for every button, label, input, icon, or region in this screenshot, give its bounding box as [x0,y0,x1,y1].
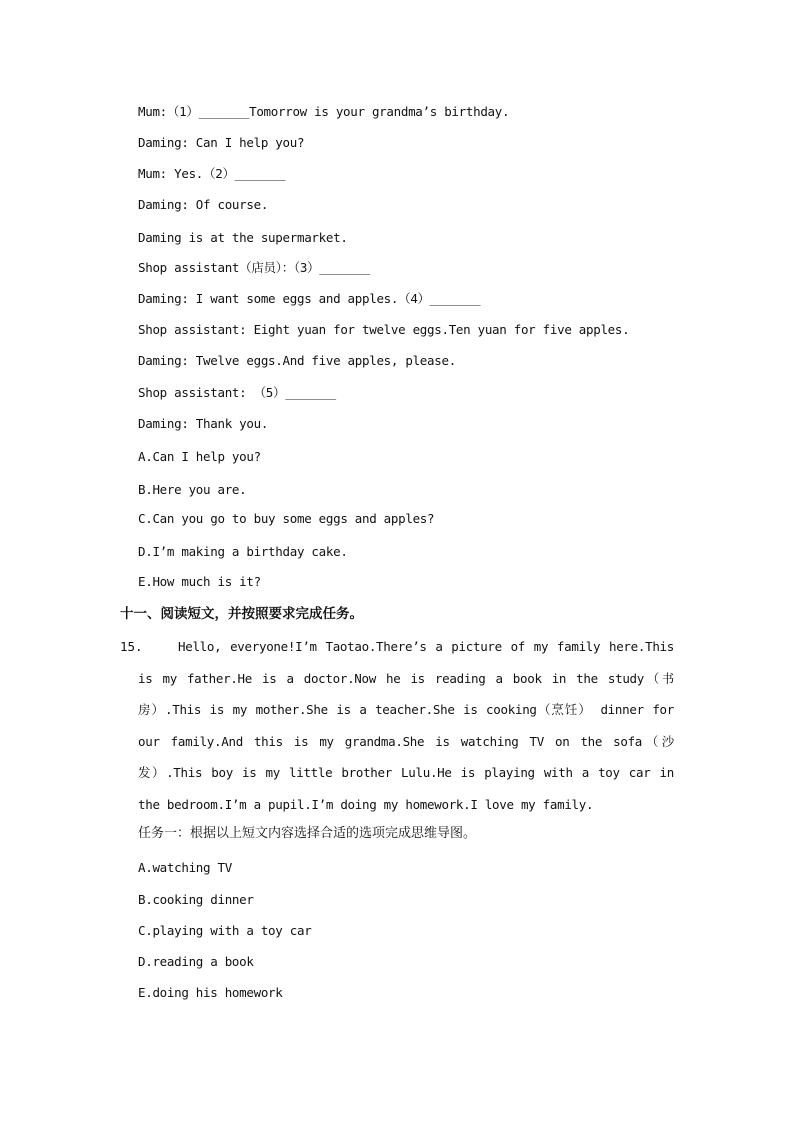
dialogue-line: Shop assistant（店员）：（3）_______ [138,260,370,275]
dialogue-line: Daming: Of course. [138,197,269,212]
dialogue-line: Daming: Can I help you? [138,135,305,150]
task-option-item: B.cooking dinner [138,892,254,907]
dialogue-line: Mum: Yes.（2）_______ [138,166,286,181]
question-number: 15. [120,639,143,654]
reading-passage [138,631,674,820]
option-item: D.I’m making a birthday cake. [138,544,348,559]
dialogue-line: Daming is at the supermarket. [138,230,348,245]
dialogue-line: Daming: Twelve eggs.And five apples, please. [138,353,456,368]
option-item: C.Can you go to buy some eggs and apples? [138,511,435,526]
option-item: A.Can I help you? [138,449,261,464]
dialogue-line: Shop assistant: Eight yuan for twelve eggs.Ten yuan for five apples. [138,322,630,337]
dialogue-line: Mum:（1）_______Tomorrow is your grandma’s birthday. [138,104,510,119]
task-option-item: D.reading a book [138,954,254,969]
task-one-instruction: 任务一：根据以上短文内容选择合适的选项完成思维导图。 [138,826,477,841]
task-option-item: C.playing with a toy car [138,923,312,938]
dialogue-line: Shop assistant: （5）_______ [138,385,336,400]
section-heading: 十一、阅读短文，并按照要求完成任务。 [120,606,363,622]
option-item: E.How much is it? [138,574,261,589]
dialogue-line: Daming: Thank you. [138,416,269,431]
task-option-item: A.watching TV [138,860,232,875]
option-item: B.Here you are. [138,482,247,497]
task-option-item: E.doing his homework [138,985,283,1000]
dialogue-line: Daming: I want some eggs and apples.（4）_______ [138,291,481,306]
passage-text: Hello, everyone!I’m Taotao.There’s a picture of my family here.This is my father.He is a doctor.Now he is reading a book in the study（书房）.This is my mother.She is a teacher.She is cooking（烹饪） dinner for our family.And this is my grandma.She is watching TV on the sofa（沙发）.This boy is my little brother Lulu.He is playing with a toy car in the bedroom.I’m a pupil.I’m doing my homework.I love my family. [138,639,674,812]
